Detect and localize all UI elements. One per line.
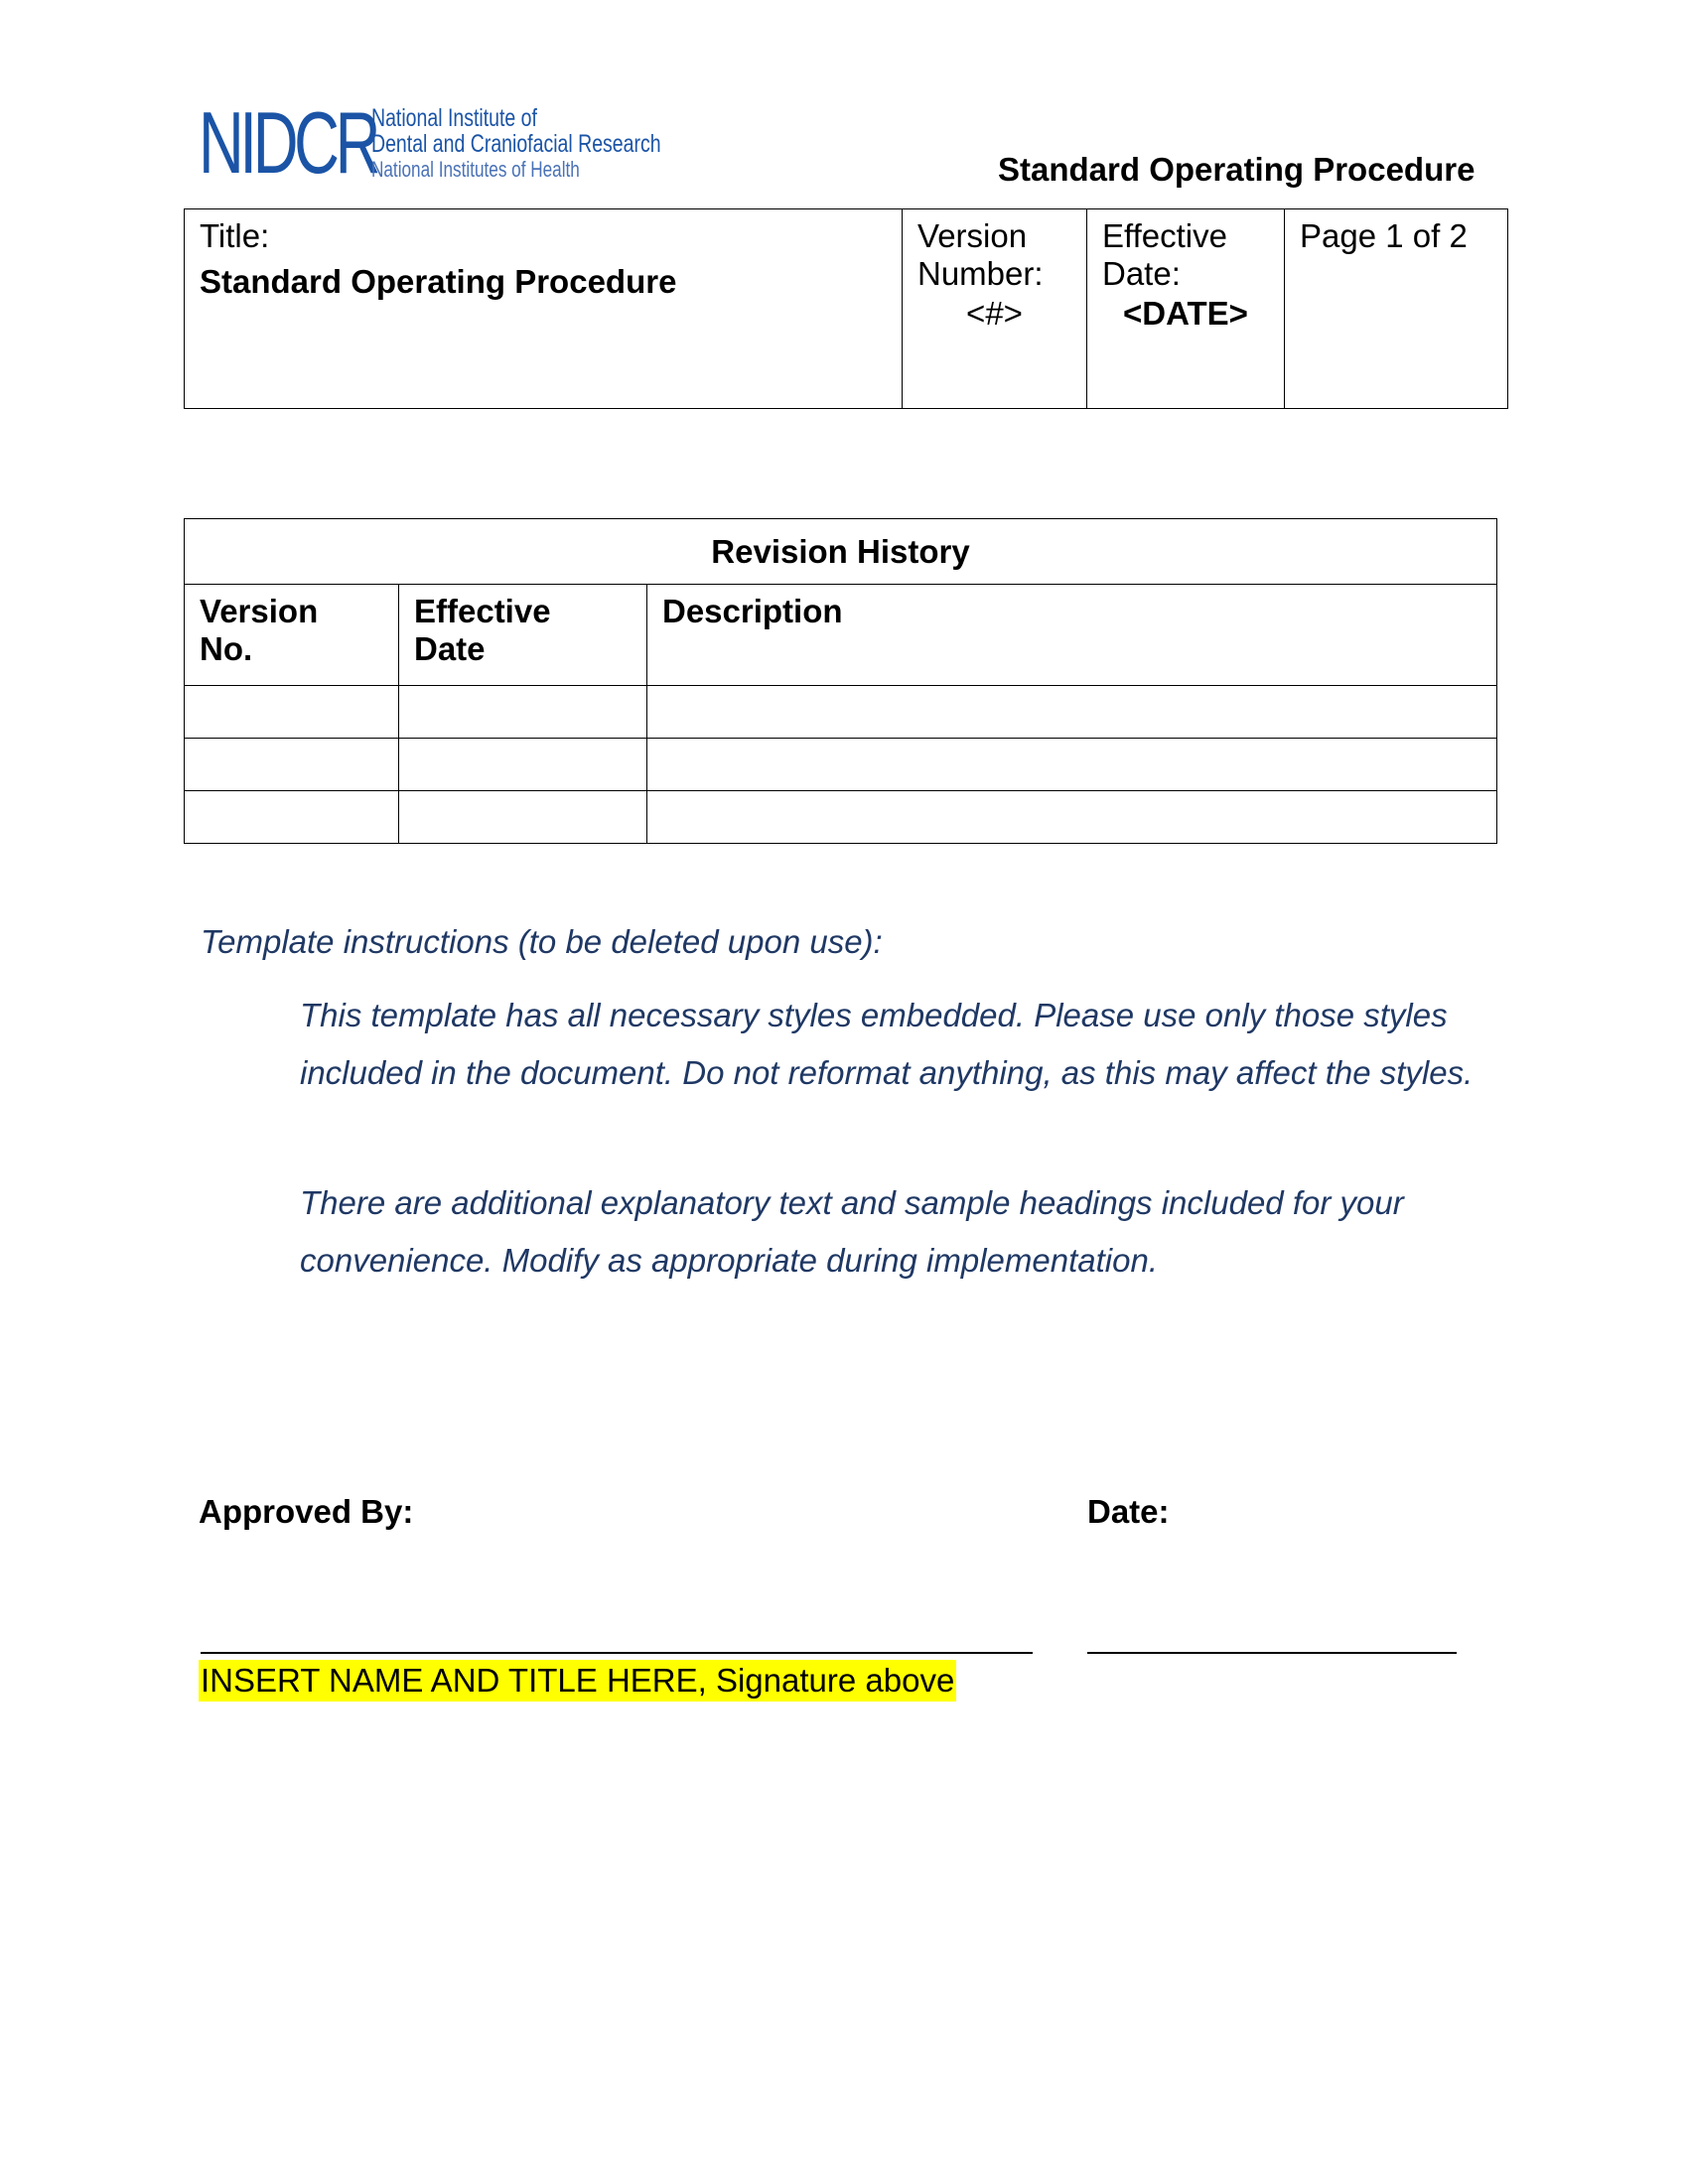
table-cell [185,791,399,844]
column-header-version-line1: Version [200,593,319,629]
column-header-effective-date [399,585,647,686]
effective-date-value: <DATE> [1123,295,1248,332]
page-info: Page 1 of 2 [1300,217,1468,254]
table-cell [647,686,1497,739]
name-title-placeholder[interactable]: INSERT NAME AND TITLE HERE, Signature above [199,1660,956,1702]
approved-by-label: Approved By: [199,1493,414,1530]
logo-acronym: NIDCR [199,93,377,192]
table-cell [185,739,399,791]
version-value: <#> [966,295,1023,332]
effective-label-line2: Date: [1102,255,1181,292]
version-cell [903,209,1087,409]
instructions-paragraph-1: This template has all necessary styles embedded. Please use only those styles included in the document. Do not reformat anything, as this may affect the styles. [300,997,1474,1091]
nidcr-logo [199,93,661,192]
effective-date-cell [1087,209,1285,409]
version-label-line2: Number: [917,255,1044,292]
column-header-date-line2: Date [414,630,486,667]
column-header-version [185,585,399,686]
date-signature-line[interactable] [1087,1652,1457,1654]
instructions-paragraph-2: There are additional explanatory text and sample headings included for your convenience. Modify as appropriate during implementation. [300,1184,1404,1279]
logo-text [371,105,743,183]
title-cell [185,209,903,409]
column-header-description: Description [647,585,1497,686]
column-header-date-line1: Effective [414,593,551,629]
logo-line-1: National Institute of [371,104,537,132]
page-info-cell [1285,209,1508,409]
version-label-line1: Version [917,217,1028,254]
table-cell [185,686,399,739]
table-row [185,686,1497,739]
instructions-heading: Template instructions (to be deleted upon use): [201,923,883,960]
table-cell [399,791,647,844]
effective-label-line1: Effective [1102,217,1227,254]
table-cell [399,686,647,739]
revision-history-caption: Revision History [185,519,1497,585]
revision-history-table [184,518,1497,844]
table-row [185,739,1497,791]
logo-line-2: Dental and Craniofacial Research [371,130,661,158]
table-cell [399,739,647,791]
table-cell [647,739,1497,791]
title-table [184,208,1508,409]
logo-line-3: National Institutes of Health [371,157,580,182]
header-doc-type: Standard Operating Procedure [998,151,1476,188]
title-label: Title: [200,217,270,254]
title-value: Standard Operating Procedure [200,263,677,300]
signature-line[interactable] [201,1652,1033,1654]
table-row [185,791,1497,844]
column-header-version-line2: No. [200,630,253,667]
table-cell [647,791,1497,844]
date-label: Date: [1087,1493,1170,1530]
